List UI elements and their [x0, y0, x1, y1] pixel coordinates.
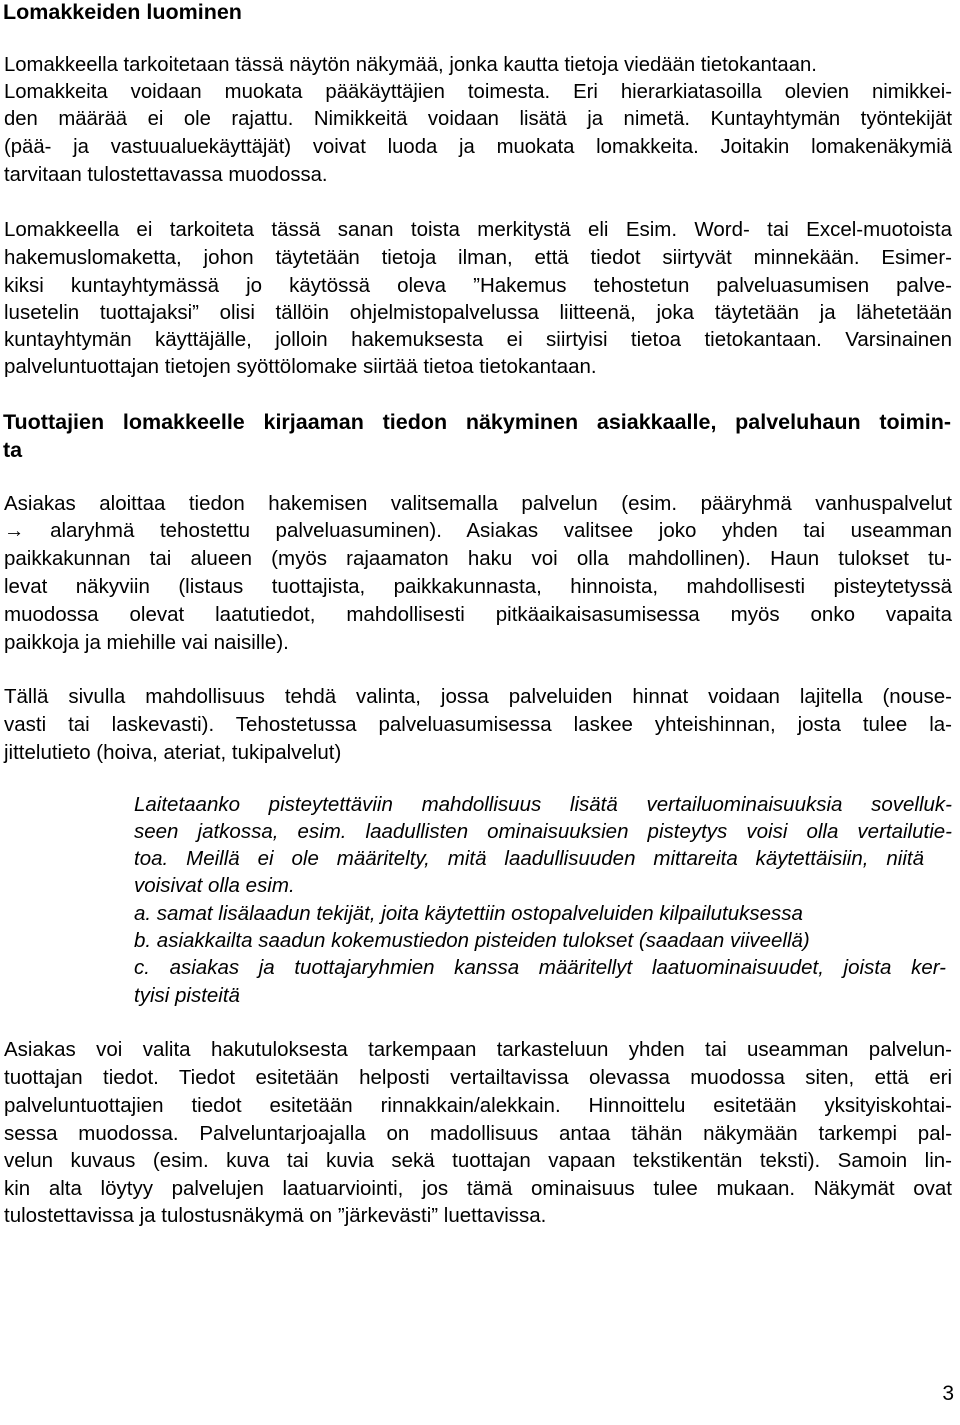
paragraph-line: Tällä sivulla mahdollisuus tehdä valinta, jossa palveluiden hinnat voidaan lajitella (nouse-: [4, 685, 952, 708]
italic-line: toa. Meillä ei ole määritelty, mitä laadullisuuden mittareita käytettäisiin, niitä: [134, 847, 924, 870]
paragraph-line: paikkakunnan tai alueen (myös rajaamaton haku voi olla mahdollinen). Haun tulokset tu-: [4, 547, 952, 570]
italic-line: seen jatkossa, esim. laadullisten ominaisuuksien pisteytys voisi olla vertailutie-: [134, 820, 952, 843]
paragraph-line: Asiakas voi valita hakutuloksesta tarkempaan tarkasteluun yhden tai useamman palvelun-: [4, 1038, 952, 1061]
paragraph-line: vasti tai laskevasti). Tehostetussa palveluasumisessa laskee yhteishinnan, josta tulee la-: [4, 713, 952, 736]
paragraph-line: den määrää ei ole rajattu. Nimikkeitä voidaan lisätä ja nimetä. Kuntayhtymän työntekijät: [4, 108, 952, 130]
list-item-c: c. asiakas ja tuottajaryhmien kanssa määritellyt laatuominaisuudet, joista ker-: [134, 956, 946, 979]
page-number: 3: [942, 1382, 954, 1405]
heading-line: Tuottajien lomakkeelle kirjaaman tiedon näkyminen asiakkaalle, palveluhaun toimin-: [3, 410, 951, 434]
paragraph-line: palveluntuottajien tiedot esitetään rinnakkain/alekkain. Hinnoittelu esitetään yksityiskohtai-: [4, 1094, 952, 1117]
paragraph-line: Lomakkeella ei tarkoiteta tässä sanan toista merkitystä eli Esim. Word- tai Excel-muotoista: [4, 218, 952, 241]
paragraph-line: velun kuvaus (esim. kuva tai kuvia sekä tuottajan vapaan tekstikentän teksti). Samoin lin-: [4, 1149, 952, 1172]
paragraph-line: hakemuslomaketta, johon täytetään tietoja ilman, että tiedot siirtyvät minnekään. Esimer-: [4, 246, 952, 269]
paragraph-line: kuntayhtymän käyttäjälle, jolloin hakemuksesta ei siirtyisi tietoa tietokantaan. Varsinainen: [4, 328, 952, 351]
paragraph-line: sessa muodossa. Palveluntarjoajalla on madollisuus antaa tähän näkymään tarkempi pal-: [4, 1122, 952, 1145]
italic-line: Laitetaanko pisteytettäviin mahdollisuus lisätä vertailuominaisuuksia sovelluk-: [134, 793, 952, 816]
paragraph-line: kiksi kuntayhtymässä jo käytössä oleva ”Hakemus tehostetun palveluasumisen palve-: [4, 274, 952, 297]
paragraph-line: (pää- ja vastuualuekäyttäjät) voivat luoda ja muokata lomakkeita. Joitakin lomakenäkymiä: [4, 136, 952, 158]
list-item-b: b. asiakkailta saadun kokemustiedon pisteiden tulokset (saadaan viiveellä): [134, 929, 810, 952]
paragraph-line: muodossa olevat laatutiedot, mahdollisesti pitkäaikaisasumisessa myös onko vapaita: [4, 603, 952, 626]
heading-line: ta: [3, 438, 23, 462]
paragraph-line: lusetelin tuottajaksi” olisi tällöin ohjelmistopalvelussa liitteenä, joka täytetään ja lähetetään: [4, 301, 952, 324]
paragraph-line: paikkoja ja miehille vai naisille).: [4, 631, 289, 654]
paragraph-line: Lomakkeita voidaan muokata pääkäyttäjien toimesta. Eri hierarkiatasoilla olevien nimikkei-: [4, 81, 952, 103]
paragraph-line: Asiakas aloittaa tiedon hakemisen valitsemalla palvelun (esim. pääryhmä vanhuspalvelut: [4, 492, 952, 515]
paragraph-line: kin alta löytyy palvelujen laatuarviointi, jos tämä ominaisuus tulee mukaan. Näkymät ovat: [4, 1177, 952, 1200]
paragraph-line: Lomakkeella tarkoitetaan tässä näytön näkymää, jonka kautta tietoja viedään tietokantaan.: [4, 54, 817, 76]
paragraph-line: levat näkyviin (listaus tuottajista, paikkakunnasta, hinnoista, mahdollisesti pisteytetyssä: [4, 575, 952, 598]
italic-line: voisivat olla esim.: [134, 874, 295, 897]
italic-line: tyisi pisteitä: [134, 984, 240, 1007]
paragraph-line: tuottajan tiedot. Tiedot esitetään helposti vertailtavissa olevassa muodossa siten, että eri: [4, 1066, 952, 1089]
paragraph-line: → alaryhmä tehostettu palveluasuminen). Asiakas valitsee joko yhden tai useamman: [4, 519, 952, 542]
list-item-a: a. samat lisälaadun tekijät, joita käytettiin ostopalveluiden kilpailutuksessa: [134, 902, 803, 925]
paragraph-line: tulostettavissa ja tulostusnäkymä on ”järkevästi” luettavissa.: [4, 1204, 547, 1227]
paragraph-line: tarvitaan tulostettavassa muodossa.: [4, 164, 328, 186]
paragraph-line: jittelutieto (hoiva, ateriat, tukipalvelut): [4, 741, 342, 764]
heading-lomakkeiden-luominen: Lomakkeiden luominen: [3, 0, 242, 24]
paragraph-line: palveluntuottajan tietojen syöttölomake siirtää tietoa tietokantaan.: [4, 355, 597, 378]
